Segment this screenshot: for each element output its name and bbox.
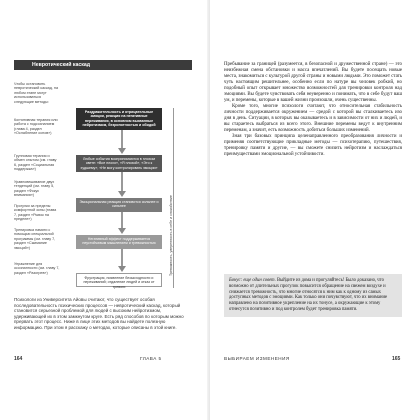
- cascade-step-3: Эмоциональная реакция становится сильнее и сильнее: [76, 198, 162, 212]
- advice-lead: Бонус: еще один совет.: [229, 278, 276, 283]
- page-number-right: 165: [392, 356, 401, 362]
- left-body-text: Психологи из Университета Айовы считают, что существует особая последовательность психических процессов — невротический каскад, который становится серьезной проблемой для людей с высоким нейротизмом, удерживающей их в этом замкнутом круге. Есть ряд способов по которым можно прервать этот процесс. Ниже в лице этих методов вы найдете полезную информацию. При этом я расскажу о методах, которые описаны в этой книге.: [14, 297, 184, 330]
- cascade-step-4: Негативный эффект поддерживается неустойчивым мышлением и тревожностью: [76, 235, 162, 249]
- connector-line: [121, 249, 123, 266]
- figure-title: Невротический каскад: [32, 62, 91, 68]
- connector-line: [121, 130, 123, 148]
- connector-line: [121, 212, 123, 228]
- cascade-step-2: Любые события воспринимаются в плохом свете: «Все плохо», «Я плохой», «Это к худшему», «Не могу контролировать эмоции»: [76, 155, 162, 172]
- right-body-text: [224, 62, 402, 158]
- side-label: Тревожность, уверенность в себе и спокойствие: [169, 195, 173, 276]
- paragraph-2: Кроме того, многие психологи считают, что относительная стабильность личности поддерживается окружением — средой с которой вы сталкиваетесь изо дня в день. Ситуации, в которых вы оказываетесь и в зависимости от них и людей, и вы стараетесь выбраться из всего этого. Внешние перемены ведут к внутренним переменам, а значит, есть возможность добиться больших изменений.: [224, 104, 402, 133]
- cascade-step-5: Фрустрация, появление безысходности и переживаний; отдаление людей и отказ от тревоги: [76, 273, 162, 287]
- note-5: Тренировка памяти с помощью специальной программы (см. главу 7, раздел «Сжимание эмоций»): [14, 228, 56, 250]
- note-6: Упражнение для осознанности (см. главу 7, раздел «Разогрев»): [14, 262, 60, 275]
- down-arrow-icon: [118, 228, 126, 234]
- paragraph-3: Зная три базовых принципа целенаправленного преобразования личности и применяя соответствующие прикладные методы — психотерапию, путешествия, тренировку памяти и другие, — вы сможете снизить нейротизм и наслаждаться преимуществами эмоциональной устойчивости.: [224, 134, 402, 157]
- down-arrow-icon: [118, 191, 126, 197]
- note-2: Групповая терапия и обмен опытом (см. главу 6, раздел «Социальная поддержка»): [14, 154, 57, 172]
- chapter-label-right: ВЫБИРАЕМ ИЗМЕНЕНИЯ: [224, 356, 290, 361]
- paragraph-1: Пребывание за границей (разумеется, в безопасной и дружественной стране) — это неизбежная смена обстановки и масса впечатлений. Вы будете посещать новые места, знакомиться с культурой другой страны и новыми людьми. Это поможет стать чуть настоящим решительнее, особенно если по натуре вы человек робкий, но подобный опыт открывает множество возможностей для тренировки контроля над эмоциями. Вы будете чувствовать себя неуверенно и понимать, что в себе будут ваш ум, и перемены, которые в вашей жизни произошли, очень существенны.: [224, 62, 402, 103]
- down-arrow-icon: [118, 266, 126, 272]
- advice-box: [224, 274, 402, 317]
- note-1: Когнитивная терапия или работа с подсознанием (глава 4, раздел «Ослабление основ»): [14, 118, 58, 136]
- page-number-left: 164: [14, 356, 23, 362]
- chapter-label-left: ГЛАВА 5: [140, 356, 162, 361]
- note-intro: Чтобы остановить невротический каскад, на любом этапе могут использоваться следующие методы:: [14, 82, 59, 104]
- note-4: Прогулки за пределы комфортной зоны (глава 7, раздел «Рывок на пределе»): [14, 204, 57, 222]
- advice-text: Выйдите из дома и прогуляйтесь! Было доказано, что возможно от длительных прогулок повысится обращение на свежем воздухе и снижается тревожность, что многие относятся к ним как к одному из самых доступных методов с эмоциями. Как только они почувствуют, что их внимание направлено на позитивное укрепление на их тонусе, а окружающие к этому отнесутся позитивно и под контролем будет тренировка памяти.: [229, 278, 388, 312]
- side-label-wrap: [166, 105, 174, 285]
- note-3: Уравновешивание двух тенденций (см. главу 5, раздел «Фокус внимания»): [14, 180, 55, 198]
- connector-line: [121, 172, 123, 191]
- cascade-step-1: Раздражительность и отрицательные эмоции, реакция на негативные переживания, в основном вызванные нейротизмом, безропотностью и обидой: [76, 108, 162, 130]
- down-arrow-icon: [118, 148, 126, 154]
- figure-title-bar: [14, 60, 192, 70]
